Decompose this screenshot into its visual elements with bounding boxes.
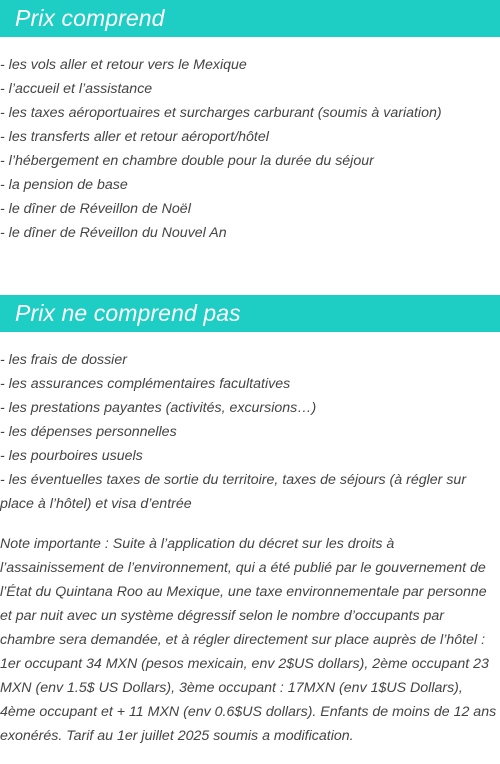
list-item: - les pourboires usuels (0, 448, 143, 464)
excludes-title: Prix ne comprend pas (15, 300, 241, 326)
includes-list (0, 53, 500, 245)
includes-title: Prix comprend (15, 5, 165, 31)
list-item: - l’hébergement en chambre double pour la durée du séjour (0, 153, 374, 169)
list-item: - les éventuelles taxes de sortie du territoire, taxes de séjours (à régler sur place à l’hôtel) et visa d’entrée (0, 472, 467, 512)
list-item: - les taxes aéroportuaires et surcharges carburant (soumis à variation) (0, 105, 442, 121)
list-item: - les dépenses personnelles (0, 424, 177, 440)
excludes-list (0, 348, 500, 516)
list-item: - le dîner de Réveillon de Noël (0, 201, 191, 217)
list-item: - les frais de dossier (0, 352, 127, 368)
list-item: - l’accueil et l’assistance (0, 81, 153, 97)
list-item: - les assurances complémentaires facultatives (0, 376, 291, 392)
includes-section-header (0, 0, 500, 37)
list-item: - les prestations payantes (activités, excursions…) (0, 400, 317, 416)
list-item: - le dîner de Réveillon du Nouvel An (0, 225, 227, 241)
list-item: - la pension de base (0, 177, 128, 193)
important-note: Note importante : Suite à l’application du décret sur les droits à l’assainissement de l’environnement, qui a été publié par le gouvernement de l’État du Quintana Roo au Mexique, une taxe environnementale par personne et par nuit avec un système dégressif selon le nombre d’occupants par chambre sera demandée, et à régler directement sur place auprès de l’hôtel : 1er occupant 34 MXN (pesos mexicain, env 2$US dollars), 2ème occupant 23 MXN (env 1.5$ US Dollars), 3ème occupant : 17MXN (env 1$US Dollars), 4ème occupant et + 11 MXN (env 0.6$US dollars). Enfants de moins de 12 ans exonérés. Tarif au 1er juillet 2025 soumis a modification. (0, 536, 497, 744)
list-item: - les vols aller et retour vers le Mexique (0, 57, 247, 73)
excludes-section-header (0, 295, 500, 332)
list-item: - les transferts aller et retour aéroport/hôtel (0, 129, 269, 145)
